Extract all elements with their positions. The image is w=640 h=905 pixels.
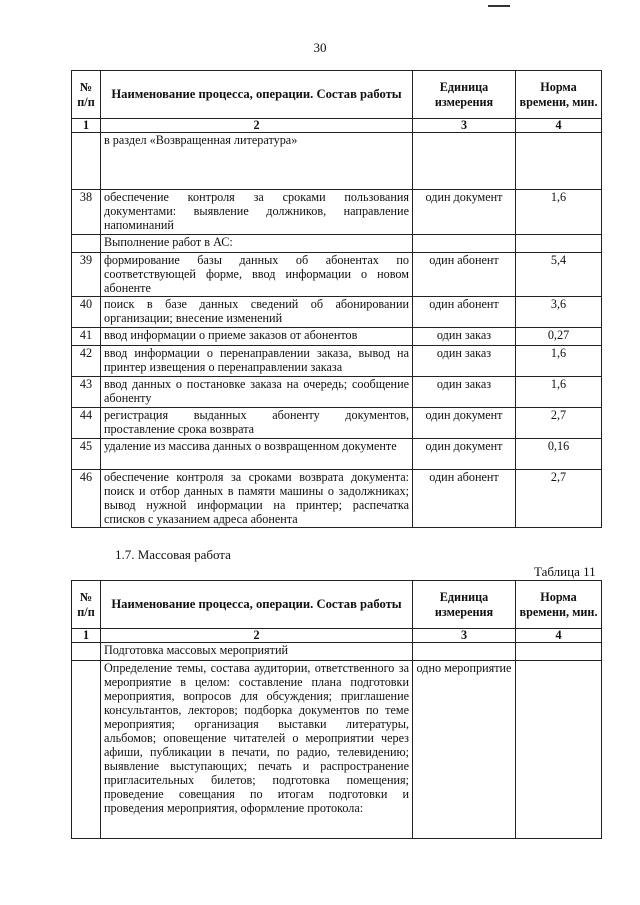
- row-unit: [413, 133, 516, 190]
- header-norm: Норма времени, мин.: [516, 71, 602, 119]
- row-unit: один заказ: [413, 328, 516, 346]
- row-unit: один заказ: [413, 377, 516, 408]
- row-num: 46: [72, 470, 101, 528]
- row-norm: [516, 643, 602, 661]
- row-norm: 1,6: [516, 377, 602, 408]
- row-unit: один абонент: [413, 297, 516, 328]
- row-norm: 0,16: [516, 439, 602, 470]
- header-name: Наименование процесса, операции. Состав работы: [101, 71, 413, 119]
- header-norm: Норма времени, мин.: [516, 581, 602, 629]
- header-row: [72, 71, 602, 119]
- row-num: 45: [72, 439, 101, 470]
- row-num: [72, 661, 101, 839]
- row-desc: поиск в базе данных сведений об абонировании организации; внесение изменений: [101, 297, 413, 328]
- row-num: 44: [72, 408, 101, 439]
- row-norm: 2,7: [516, 408, 602, 439]
- table-row: [72, 643, 602, 661]
- row-num: 38: [72, 190, 101, 235]
- norms-table-11: [71, 580, 602, 839]
- row-norm: 3,6: [516, 297, 602, 328]
- row-desc: формирование базы данных об абонентах по соответствующей форме, ввод информации о новом абоненте: [101, 253, 413, 297]
- table-row: [72, 253, 602, 297]
- index-cell: 3: [413, 119, 516, 133]
- header-name: Наименование процесса, операции. Состав работы: [101, 581, 413, 629]
- row-desc: Выполнение работ в АС:: [101, 235, 413, 253]
- row-desc: ввод информации о перенаправлении заказа, вывод на принтер извещения о перенаправлении заказа: [101, 346, 413, 377]
- section-title: 1.7. Массовая работа: [115, 547, 231, 562]
- row-norm: [516, 133, 602, 190]
- row-desc: обеспечение контроля за сроками возврата документа: поиск и отбор данных в памяти машины о задолжниках; вывод нужной информации на принтер; распечатка списков с указанием адреса абонента: [101, 470, 413, 528]
- row-desc: ввод информации о приеме заказов от абонентов: [101, 328, 413, 346]
- row-norm: 2,7: [516, 470, 602, 528]
- header-unit: Единица измерения: [413, 581, 516, 629]
- index-cell: 1: [72, 629, 101, 643]
- header-num: № п/п: [72, 71, 101, 119]
- table-row: [72, 235, 602, 253]
- index-row: [72, 629, 602, 643]
- table-row: [72, 470, 602, 528]
- row-num: [72, 235, 101, 253]
- table-row: [72, 297, 602, 328]
- row-desc: Подготовка массовых мероприятий: [101, 643, 413, 661]
- row-norm: 5,4: [516, 253, 602, 297]
- row-unit: одно мероприятие: [413, 661, 516, 839]
- row-norm: [516, 661, 602, 839]
- row-desc: удаление из массива данных о возвращенном документе: [101, 439, 413, 470]
- scan-mark: [488, 0, 510, 7]
- row-norm: [516, 235, 602, 253]
- row-desc: Определение темы, состава аудитории, ответственного за мероприятие в целом: составление плана подготовки мероприятия, вопросов для обсуждения; приглашение консультантов, лекторов; подборка документов по теме мероприятия; организация выставки литературы, альбомов; оповещение читателей о мероприятии через афиши, публикации в печати, по радио, телевидению; выявление выступающих; печать и распространение пригласительных билетов; подготовка помещения; проведение совещания по итогам подготовки и проведения мероприятия, оформление протокола:: [101, 661, 413, 839]
- row-norm: 1,6: [516, 190, 602, 235]
- row-num: 39: [72, 253, 101, 297]
- row-unit: один документ: [413, 439, 516, 470]
- index-cell: 1: [72, 119, 101, 133]
- row-unit: один абонент: [413, 470, 516, 528]
- table-row: [72, 439, 602, 470]
- row-unit: [413, 643, 516, 661]
- row-unit: один абонент: [413, 253, 516, 297]
- row-unit: один документ: [413, 190, 516, 235]
- row-desc: ввод данных о постановке заказа на очередь; сообщение абоненту: [101, 377, 413, 408]
- row-norm: 1,6: [516, 346, 602, 377]
- row-unit: один документ: [413, 408, 516, 439]
- row-num: 42: [72, 346, 101, 377]
- index-cell: 2: [101, 119, 413, 133]
- header-row: [72, 581, 602, 629]
- table-row: [72, 661, 602, 839]
- index-cell: 4: [516, 629, 602, 643]
- row-norm: 0,27: [516, 328, 602, 346]
- table-row: [72, 133, 602, 190]
- header-unit: Единица измерения: [413, 71, 516, 119]
- row-desc: регистрация выданных абоненту документов, проставление срока возврата: [101, 408, 413, 439]
- table-row: [72, 377, 602, 408]
- row-unit: [413, 235, 516, 253]
- table-row: [72, 328, 602, 346]
- index-cell: 3: [413, 629, 516, 643]
- row-num: [72, 133, 101, 190]
- row-num: [72, 643, 101, 661]
- index-cell: 2: [101, 629, 413, 643]
- row-num: 40: [72, 297, 101, 328]
- row-desc: обеспечение контроля за сроками пользования документами: выявление должников, направление напоминаний: [101, 190, 413, 235]
- index-row: [72, 119, 602, 133]
- table-row: [72, 408, 602, 439]
- row-unit: один заказ: [413, 346, 516, 377]
- row-num: 41: [72, 328, 101, 346]
- norms-table-10: [71, 70, 602, 528]
- header-num: № п/п: [72, 581, 101, 629]
- table-row: [72, 190, 602, 235]
- table-label: Таблица 11: [534, 564, 596, 579]
- index-cell: 4: [516, 119, 602, 133]
- table-row: [72, 346, 602, 377]
- row-num: 43: [72, 377, 101, 408]
- row-desc: в раздел «Возвращенная литература»: [101, 133, 413, 190]
- page-number: 30: [313, 40, 327, 55]
